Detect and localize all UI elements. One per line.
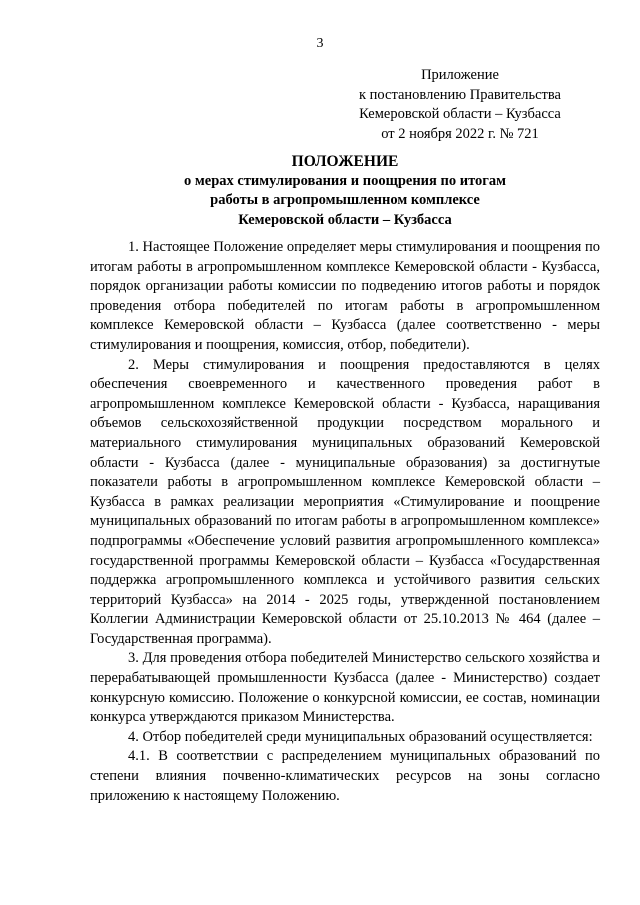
- paragraph-4-1: 4.1. В соответствии с распределением муниципальных образований по степени влияния почвенно-климатических ресурсов на зоны согласно приложению к настоящему Положению.: [90, 748, 600, 804]
- paragraph-2: 2. Меры стимулирования и поощрения предоставляются в целях обеспечения своевременного и качественного проведения работ в агропромышленном комплексе Кемеровской области - Кузбасса, наращивания объемов сельскохозяйственной продукции посредством морального и материального стимулирования муниципальных образований Кемеровской области - Кузбасса (далее - муниципальные образования) за достигнутые показатели работы в агропромышленном комплексе Кемеровской области – Кузбасса в рамках реализации мероприятия «Стимулирование и поощрение муниципальных образований по итогам работы в агропромышленном комплексе» подпрограммы «Обеспечение условий развития агропромышленного комплекса» государственной программы Кемеровской области – Кузбасса «Государственная поддержка агропромышленного комплекса и устойчивого развития сельских территорий Кузбасса» на 2014 - 2025 годы, утвержденной постановлением Коллегии Администрации Кемеровской области от 25.10.2013 № 464 (далее – Государственная программа).: [90, 356, 600, 647]
- title-subtitle-line-2: работы в агропромышленном комплексе: [210, 192, 480, 208]
- title-subtitle-line-1: о мерах стимулирования и поощрения по итогам: [184, 172, 506, 189]
- title-main: ПОЛОЖЕНИЕ: [291, 153, 399, 170]
- paragraph-1: 1. Настоящее Положение определяет меры стимулирования и поощрения по итогам работы в агропромышленном комплексе Кемеровской области - Кузбасса, порядок организации работы комиссии по подведению итогов работы и порядок проведения отбора победителей по итогам работы в агропромышленном комплексе Кемеровской области – Кузбасса (далее соответственно - меры стимулирования и поощрения, комиссия, отбор, победители).: [90, 239, 600, 353]
- title-subtitle-line-3: Кемеровской области – Кузбасса: [238, 211, 452, 228]
- appendix-header: [330, 66, 590, 144]
- document-body: [90, 238, 600, 806]
- appendix-region: Кемеровской области – Кузбасса: [359, 106, 561, 122]
- document-title: [90, 152, 600, 230]
- appendix-date: от 2 ноября 2022 г. № 721: [381, 125, 539, 142]
- appendix-label: Приложение: [421, 67, 499, 83]
- paragraph-4: 4. Отбор победителей среди муниципальных образований осуществляется:: [128, 728, 593, 745]
- paragraph-3: 3. Для проведения отбора победителей Министерство сельского хозяйства и перерабатывающей промышленности Кузбасса (далее - Министерство) создает конкурсную комиссию. Положение о конкурсной комиссии, ее состав, номинации конкурса утверждаются приказом Министерства.: [90, 650, 600, 726]
- page-number: 3: [316, 36, 324, 51]
- appendix-reference: к постановлению Правительства: [359, 86, 561, 103]
